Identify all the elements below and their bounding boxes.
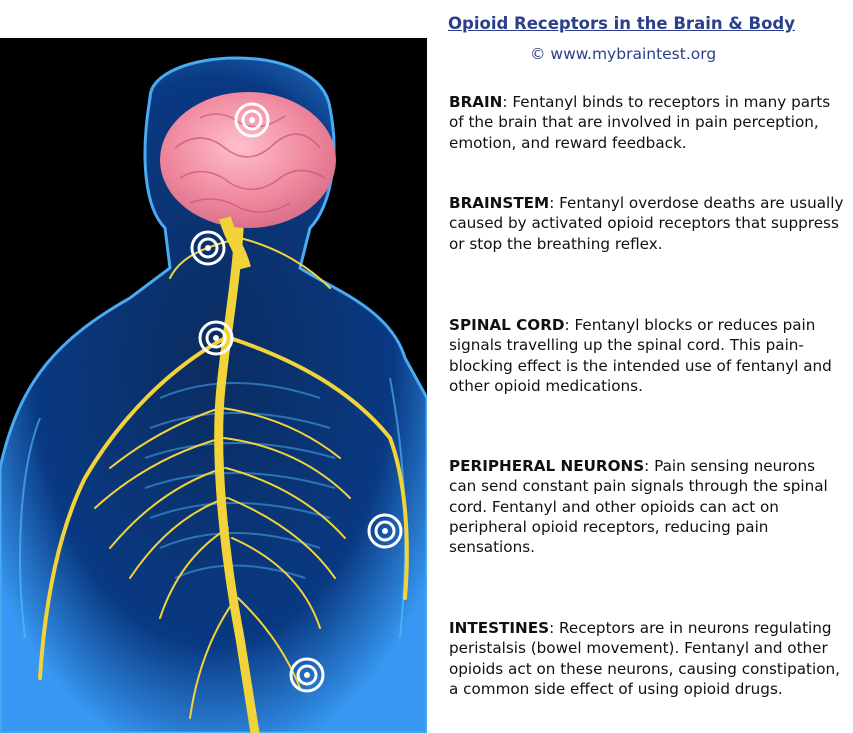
section-brainstem [449,193,844,254]
section-intestines [449,618,844,699]
section-heading: BRAIN [449,93,503,111]
anatomy-illustration [0,38,427,733]
section-body: : Receptors are in neurons regulating peristalsis (bowel movement). Fentanyl and other opioids act on these neurons, causing constipation, a common side effect of using opioid drugs. [449,619,840,698]
section-body: : Fentanyl binds to receptors in many parts of the brain that are involved in pain perception, emotion, and reward feedback. [449,93,831,152]
section-heading: BRAINSTEM [449,194,550,212]
section-heading: SPINAL CORD [449,316,565,334]
section-peripheral-neurons [449,456,844,557]
section-brain [449,92,844,153]
nervous-system-figure [0,38,427,733]
copyright-credit: © www.mybraintest.org [530,45,717,63]
section-spinal-cord [449,315,844,396]
section-body: : Fentanyl blocks or reduces pain signals travelling up the spinal cord. This pain-blocking effect is the intended use of fentanyl and other opioid medications. [449,316,832,395]
section-heading: PERIPHERAL NEURONS [449,457,645,475]
page-title[interactable]: Opioid Receptors in the Brain & Body [448,14,795,33]
section-body: : Pain sensing neurons can send constant pain signals through the spinal cord. Fentanyl and other opioids can act on peripheral opioid receptors, reducing pain sensations. [449,457,828,557]
section-heading: INTESTINES [449,619,550,637]
section-body: : Fentanyl overdose deaths are usually caused by activated opioid receptors that suppress or stop the breathing reflex. [449,194,844,253]
